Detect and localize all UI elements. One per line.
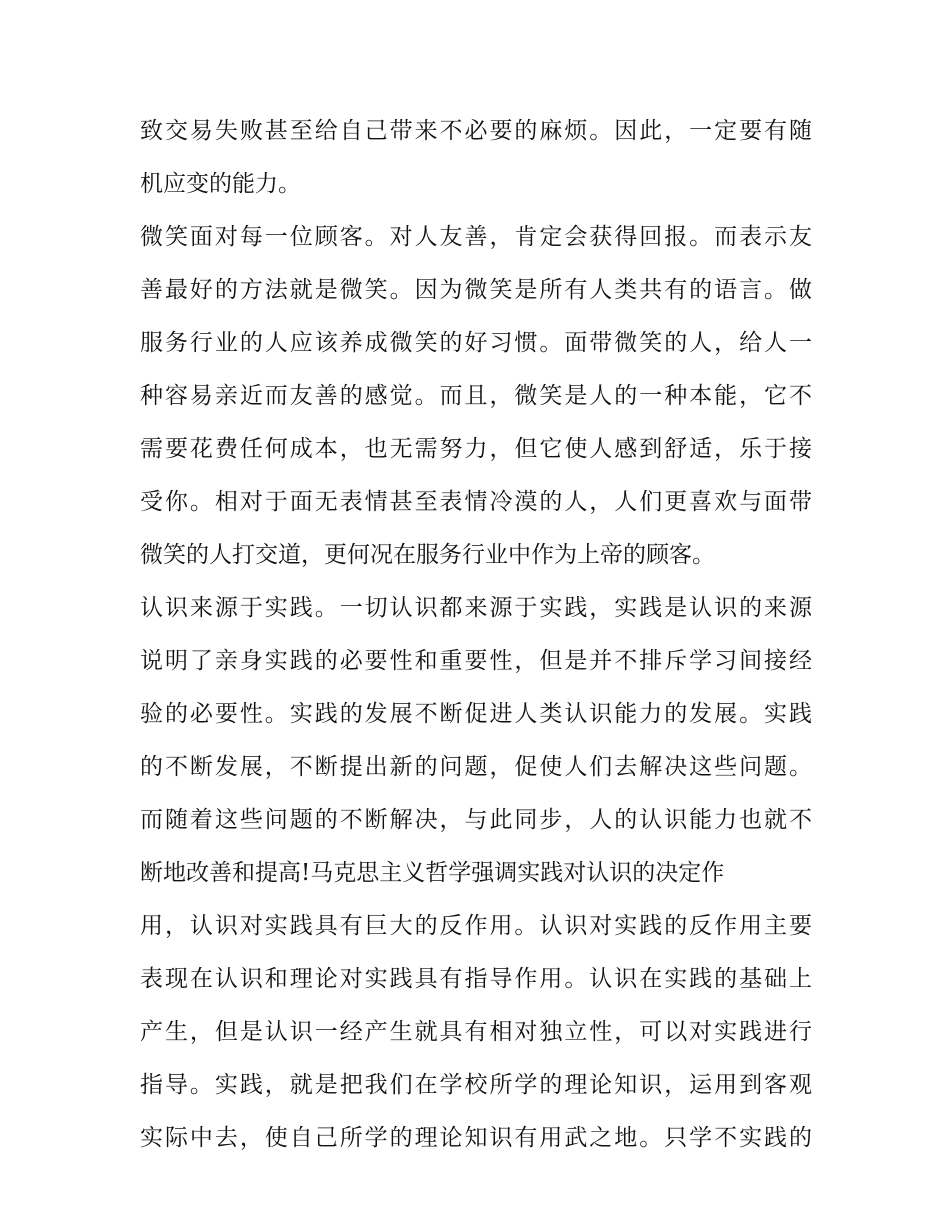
text-line: 认识来源于实践。一切认识都来源于实践，实践是认识的来源 [140,595,812,621]
text-line: 实际中去，使自己所学的理论知识有用武之地。只学不实践的 [140,1125,812,1151]
text-line: 服务行业的人应该养成微笑的好习惯。面带微笑的人，给人一 [140,330,812,356]
text-line: 指导。实践，就是把我们在学校所学的理论知识，运用到客观 [140,1072,812,1098]
text-line: 致交易失败甚至给自己带来不必要的麻烦。因此，一定要有随 [140,118,812,144]
text-line: 微笑的人打交道，更何况在服务行业中作为上帝的顾客。 [140,542,715,568]
text-line: 而随着这些问题的不断解决，与此同步，人的认识能力也就不 [140,807,812,833]
text-line: 用，认识对实践具有巨大的反作用。认识对实践的反作用主要 [140,913,812,939]
text-line: 种容易亲近而友善的感觉。而且，微笑是人的一种本能，它不 [140,383,812,409]
text-line: 断地改善和提高!马克思主义哲学强调实践对认识的决定作 [140,860,725,886]
text-line: 机应变的能力。 [140,171,301,197]
text-line: 验的必要性。实践的发展不断促进人类认识能力的发展。实践 [140,701,812,727]
text-line: 表现在认识和理论对实践具有指导作用。认识在实践的基础上 [140,966,812,992]
text-line: 微笑面对每一位顾客。对人友善，肯定会获得回报。而表示友 [140,224,812,250]
text-line: 产生，但是认识一经产生就具有相对独立性，可以对实践进行 [140,1019,812,1045]
body-text [140,105,812,1165]
text-line: 善最好的方法就是微笑。因为微笑是所有人类共有的语言。做 [140,277,812,303]
text-line: 说明了亲身实践的必要性和重要性，但是并不排斥学习间接经 [140,648,812,674]
text-line: 受你。相对于面无表情甚至表情冷漠的人，人们更喜欢与面带 [140,489,812,515]
text-line: 需要花费任何成本，也无需努力，但它使人感到舒适，乐于接 [140,436,812,462]
text-line: 的不断发展，不断提出新的问题，促使人们去解决这些问题。 [140,754,812,780]
